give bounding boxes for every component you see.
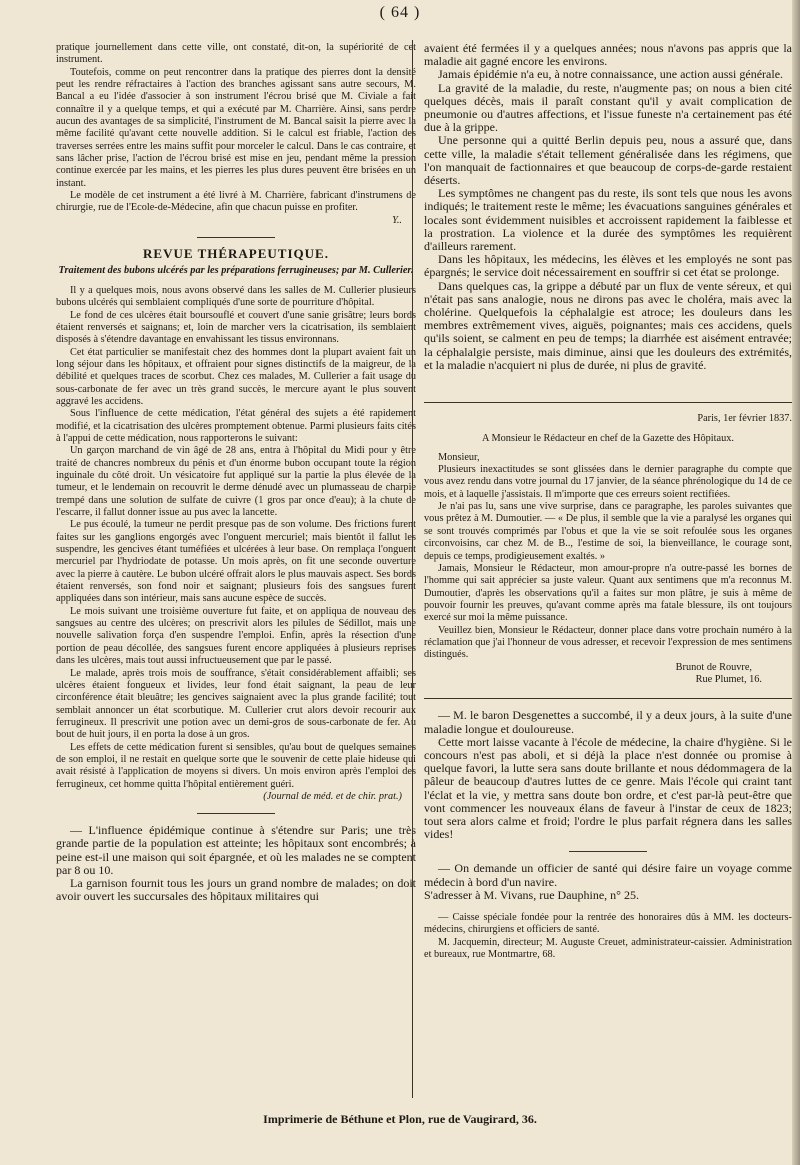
paragraph: Sous l'influence de cette médication, l'état général des sujets a été rapidement modifié, et la cicatrisation des ulcères promptement obtenue. Parmi plusieurs faits cités à l'appui de cette médication, nous rapporterons le suivant: <box>56 408 416 444</box>
divider <box>424 402 792 403</box>
paragraph: Je n'ai pas lu, sans une vive surprise, dans ce paragraphe, les paroles suivantes que vous prêtez à M. Dumoutier. — « De plus, il semble que la vie a paralysé les organes qui se sont trouvés comprimés par l'obus et que la vie se soit refoulée sous les organes circonvoisins, car chez M. de B.., l'estime de soi, la bienveillance, le courage sont, depuis ce temps, prodigieusement exaltés. » <box>424 501 792 562</box>
source-citation: (Journal de méd. et de chir. prat.) <box>263 790 402 802</box>
section-heading: REVUE THÉRAPEUTIQUE. <box>143 246 329 262</box>
paragraph: M. Jacquemin, directeur; M. Auguste Creuet, administrateur-caissier. Administration et bureaux, rue Montmartre, 68. <box>424 936 792 960</box>
paragraph: — L'influence épidémique continue à s'étendre sur Paris; une très grande partie de la population est atteinte; les hôpitaux sont encombrés; à peine est-il une maison qui soit épargnée, et où les malades ne se comptent par 8 ou 10. <box>56 823 416 877</box>
divider <box>569 851 647 852</box>
paragraph: Les effets de cette médication furent si sensibles, qu'au bout de quelques semaines de son emploi, il ne restait en quelque sorte que le souvenir de cette plaie hideuse qui avait résisté à l'application de moyens si divers. Un mois environ après l'emploi des ferrugineux, cet homme quitta l'hôpital entièrement guéri. <box>56 741 416 790</box>
paragraph: Le malade, après trois mois de souffrance, s'était considérablement affaibli; ses ulcères étaient fongueux et livides, leur fond était saignant, la peau de leur circonférence était bleuâtre; les gencives saignaient avec la plus grande facilité; tout semblait annoncer un état scorbutique. M. Cullerier crut alors devoir recourir aux ferrugineux. Il prescrivit une potion avec un demi-gros de sous-carbonate de fer. Au bout de huit jours, il en porta la dose à un gros. <box>56 667 416 741</box>
letter-address-line: Rue Plumet, 16. <box>695 673 762 685</box>
paragraph: Veuillez bien, Monsieur le Rédacteur, donner place dans votre prochain numéro à la réclamation que j'ai l'honneur de vous adresser, et recevoir l'expression de mes sentimens distingués. <box>424 624 792 661</box>
paragraph: Les symptômes ne changent pas du reste, ils sont tels que nous les avons indiqués; le traitement reste le même; les évacuations sanguines générales et locales sont évidemment nuisibles et accroissent rapidement la faiblesse et la prostration. La violence et la durée des symptômes les requièrent d'ailleurs rarement. <box>424 186 792 254</box>
paragraph: Le mois suivant une troisième ouverture fut faite, et on appliqua de nouveau des sangsues au centre des ulcères; on prescrivit alors les pilules de Sédillot, mais une nouvelle salivation força d'en suspendre l'emploi. Enfin, après la résection d'une portion de peau décollée, des sangsues furent encore appliquées à plusieurs reprises dans les ulcères, mais tout aussi infructueusement que par le passé. <box>56 605 416 667</box>
paragraph: Dans quelques cas, la grippe a débuté par un flux de vente séreux, et qui n'était pas sans analogie, nous ne dirons pas avec le choléra, mais avec la cholérine. Quelquefois la céphalalgie est atroce; les douleurs dans les membres extrêmement vives, aiguës, poignantes; mais ces accidens, quels qu'ils soient, se calment en peu de temps; la diarrhée est aisément entravée; la céphalalgie persiste, mais diminue, ainsi que les douleurs des extrémités, et la maladie n'acquiert ni plus de durée, ni plus de gravité. <box>424 278 792 372</box>
letter-signature: Brunot de Rouvre, <box>675 661 752 673</box>
paragraph: Jamais épidémie n'a eu, à notre connaissance, une action aussi générale. <box>438 67 784 82</box>
paragraph: Jamais, Monsieur le Rédacteur, mon amour-propre n'a outre-passé les bornes de l'homme qui sait apprécier sa juste valeur. Quant aux sentimens que m'a reconnus M. Dumoutier, d'après les observations qu'il a faites sur mon plâtre, je suis à même de pouvoir fournir les preuves, qu'avant comme après ma fatale blessure, ils ont toujours exercé sur moi la même puissance. <box>424 562 792 624</box>
paragraph: Cette mort laisse vacante à l'école de médecine, la chaire d'hygiène. Si le concours n'est pas aboli, et si déjà la place n'est donnée ou promise à quelque favori, la lutte sera sans doute brillante et nous dédommagera de la pâleur de beaucoup d'autres luttes de ce genre. Mais l'école qui craint tant l'éclat et la vie, y mettra sans doute bon ordre, et c'est par-là peut-être que vont commencer les nouveaux élans de faveur à l'instar de ceux de 1823; tout sera alors calme et froid; l'ordre le plus parfait régnera dans les salles vides! <box>424 734 792 842</box>
paragraph: Dans les hôpitaux, les médecins, les élèves et les employés ne sont pas épargnés; le service doit nécessairement en souffrir si cet état se prolonge. <box>424 252 792 280</box>
paragraph: pratique journellement dans cette ville, ont constaté, dit-on, la supériorité de cet instrument. <box>56 42 416 66</box>
paragraph: — M. le baron Desgenettes a succombé, il y a deux jours, à la suite d'une maladie longue et douloureuse. <box>424 708 792 736</box>
salutation: Monsieur, <box>438 451 480 463</box>
signature: Y.. <box>392 214 402 226</box>
paragraph: Le modèle de cet instrument a été livré à M. Charrière, fabricant d'instrumens de chirurgie, rue de l'Ecole-de-Médecine, afin que chacun puisse en profiter. <box>56 190 416 214</box>
paragraph: Un garçon marchand de vin âgé de 28 ans, entra à l'hôpital du Midi pour y être traité de chancres nombreux du pénis et d'un énorme bubon occupant toute la région inguinale du côté droit. Un vésicatoire fut appliqué sur la partie la plus élevée de la tumeur, et le lendemain on recouvrit le derme dénudé avec un plumasseau de charpie trempé dans une solution de sulfate de cuivre (1 gros par once d'eau); à la chute de l'escarre, il fallut donner issue au pus avec la lancette. <box>56 445 416 519</box>
paragraph: Toutefois, comme on peut rencontrer dans la pratique des pierres dont la densité peut les rendre réfractaires à l'action des branches agissant sans autre secours, M. Bancal a eu l'idée d'associer à son instrument l'écrou brisé que M. Civiale a fait connaître il y a quelque temps, et qui a exécuté par M. Charrière. Ainsi, sans perdre aucun des avantages de sa simplicité, l'instrument de M. Bancal saisit la pierre avec la même facilité qu'avant cette nouvelle addition. Si le calcul est friable, l'action des traverses serrées entre les mains suffit pour morceler le calcul. Dans le cas contraire, et sans lâcher prise, l'action de l'écrou brisé est mise en jeu, pendant même la pression continue exercée par les mains, et les pierres les plus dures peuvent être brisées en un instant. <box>56 66 416 189</box>
dateline: Paris, 1er février 1837. <box>697 413 792 425</box>
paragraph: — On demande un officier de santé qui désire faire un voyage comme médecin à bord d'un navire. <box>424 861 792 889</box>
paragraph: S'adresser à M. Vivans, rue Dauphine, n° 25. <box>424 887 639 902</box>
paragraph: Il y a quelques mois, nous avons observé dans les salles de M. Cullerier plusieurs bubons ulcérés qui semblaient compliqués d'une sorte de pourriture d'hôpital. <box>56 284 416 309</box>
article-title: Traitement des bubons ulcérés par les préparations ferrugineuses; par M. Cullerier. <box>58 264 414 276</box>
column-divider <box>412 40 413 1098</box>
letter-address: A Monsieur le Rédacteur en chef de la Gazette des Hôpitaux. <box>482 433 734 445</box>
paragraph: Le pus écoulé, la tumeur ne perdit presque pas de son volume. Des frictions furent faites sur les ganglions engorgés avec l'onguent mercuriel; mais bientôt il fallut les suspendre, les gencives étant tuméfiées et ulcérées à leur base. On remplaça l'onguent mercuriel par l'hydriodate de potasse. Un mois après, on fit une seconde ouverture avec la pierre à cautère. Le bubon ulcéré offrait alors le plus mauvais aspect. Ses bords étaient renversés, son fond noir et saignant; plusieurs fois des sangsues furent appliquées dans son intérieur, mais sans aucune espèce de succès. <box>56 519 416 605</box>
paragraph: Plusieurs inexactitudes se sont glissées dans le dernier paragraphe du compte que vous avez rendu dans votre journal du 17 janvier, de la séance phrénologique du 14 de ce mois, et à laquelle j'assistais. Il m'importe que ces erreurs soient rectifiées. <box>424 464 792 500</box>
paragraph: Le fond de ces ulcères était boursouflé et couvert d'une sanie grisâtre; leurs bords étaient renversés et saignans; et, loin de marcher vers la cicatrisation, ils semblaient disposés à s'étendre davantage en envahissant les tissus environnans. <box>56 309 416 346</box>
paragraph: — Caisse spéciale fondée pour la rentrée des honoraires dûs à MM. les docteurs-médecins, chirurgiens et officiers de santé. <box>424 911 792 936</box>
paragraph: avaient été fermées il y a quelques années; nous n'avons pas appris que la maladie ait gagné encore les environs. <box>424 41 792 69</box>
page-edge-shadow <box>792 0 800 1165</box>
printer-imprint: Imprimerie de Béthune et Plon, rue de Vaugirard, 36. <box>263 1112 537 1126</box>
paragraph: Une personne qui a quitté Berlin depuis peu, nous a assuré que, dans cette ville, la maladie s'était tellement généralisée dans les régimens, que l'on manquait de factionnaires et que beaucoup de corps-de-garde restaient déserts. <box>424 133 792 188</box>
left-column <box>56 42 416 904</box>
paragraph: Cet état particulier se manifestait chez des hommes dont la plupart avaient fait un long séjour dans les hôpitaux, et offraient pour signes distinctifs de la maigreur, de la débilité et quelques traces de scorbut. Chez ces malades, M. Cullerier a fait usage du sous-carbonate de fer avec un très grand succès, le mercure ayant le plus souvent aggravé les accidens. <box>56 346 416 407</box>
paragraph: La gravité de la maladie, du reste, n'augmente pas; on nous a bien cité quelques décès, mais il paraît constant qu'il y avait complication de pneumonie ou d'autres affections, et l'issue funeste n'a certainement pas été due à la grippe. <box>424 80 792 135</box>
divider <box>197 237 275 238</box>
page-number: ( 64 ) <box>379 4 421 21</box>
paragraph: La garnison fournit tous les jours un grand nombre de malades; on doit avoir ouvert les succursales des hôpitaux militaires qui <box>56 876 416 904</box>
right-column <box>424 42 792 961</box>
divider <box>197 813 275 814</box>
divider <box>424 698 792 699</box>
